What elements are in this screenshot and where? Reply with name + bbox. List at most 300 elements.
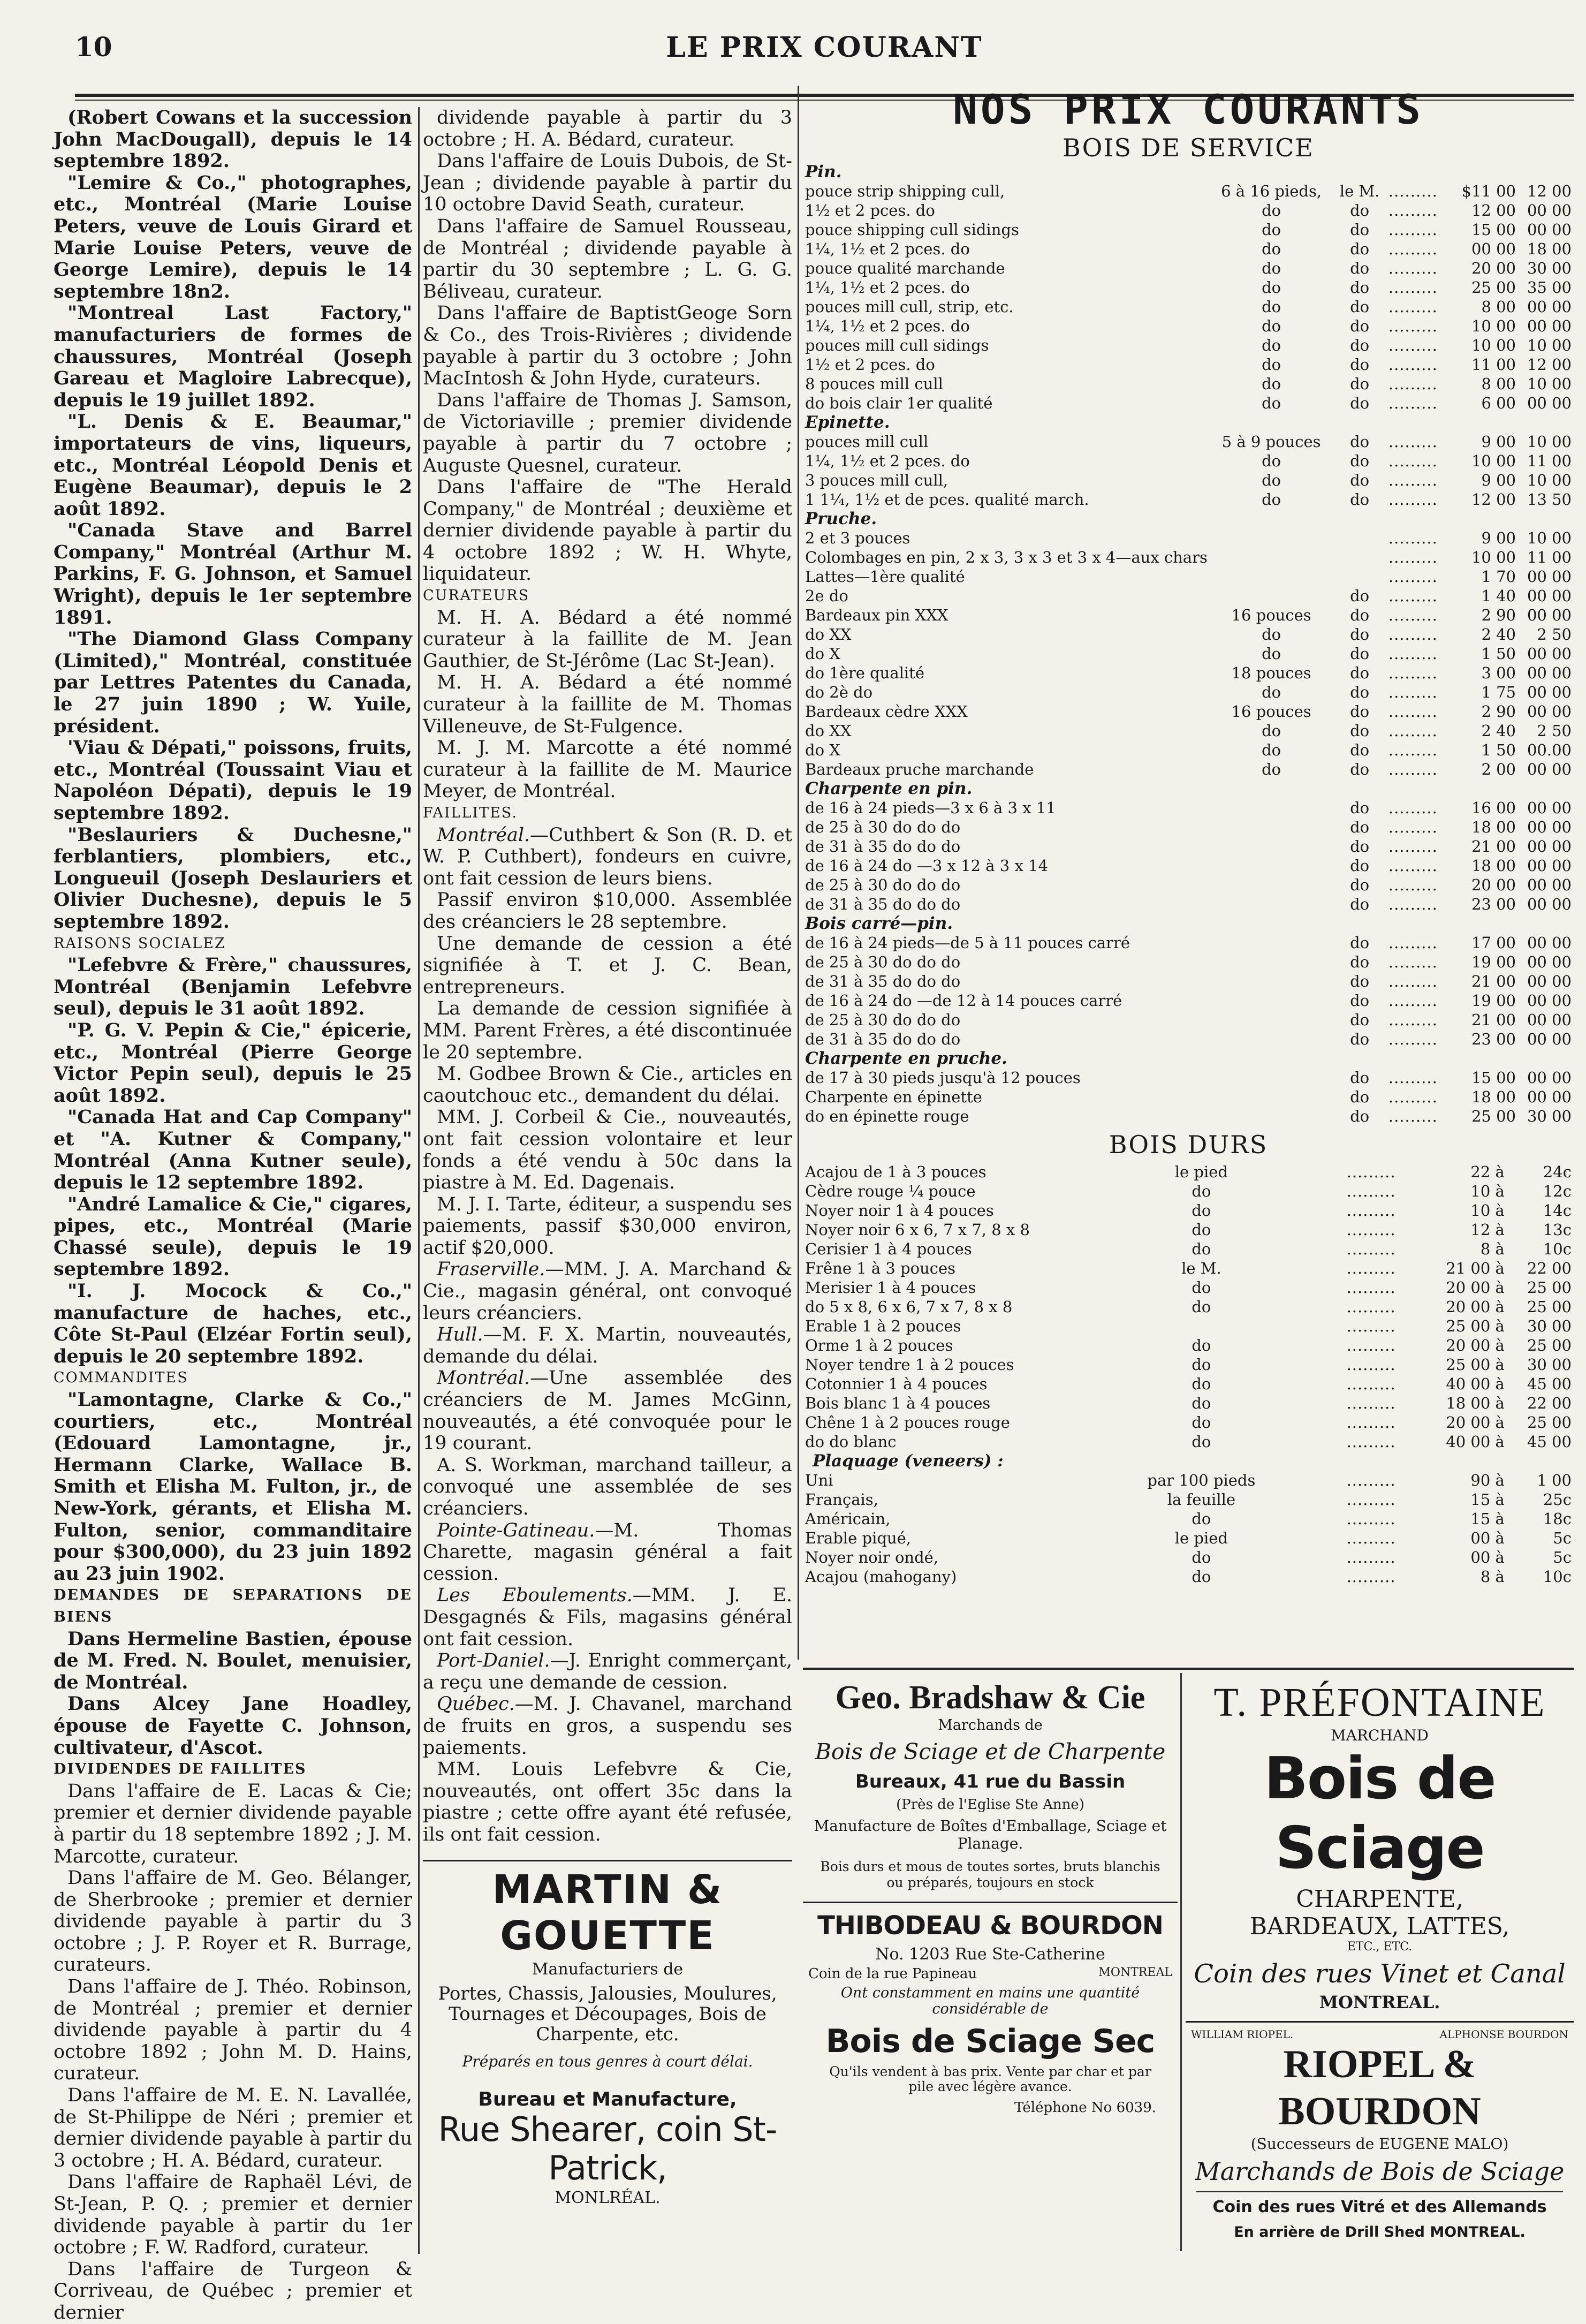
price-size: do: [1262, 298, 1281, 316]
faillite-place: Montréal.: [437, 824, 530, 846]
bois-durs-table: [803, 1162, 1574, 1451]
price-desc: do bois clair 1er qualité: [805, 394, 993, 412]
price-row: [803, 895, 1574, 914]
price-desc: Cotonnier 1 à 4 pouces: [805, 1375, 988, 1393]
riopel-names: [1186, 2028, 1574, 2041]
price-spacer: [1277, 1355, 1344, 1374]
thibodeau-corner: Coin de la rue Papineau: [808, 1966, 977, 1982]
price-row: [803, 451, 1574, 471]
price-unit: do: [1350, 452, 1370, 470]
curateurs-heading: CURATEURS: [423, 587, 530, 604]
price-unit: [1125, 1316, 1277, 1336]
price-desc: Bardeaux cèdre XXX: [805, 702, 968, 721]
price-size: do: [1262, 645, 1281, 663]
price-low: 2 40: [1481, 722, 1516, 740]
price-leader: .........: [1388, 760, 1438, 778]
price-low: 00 à: [1470, 1548, 1505, 1566]
faillite-text: —J. Enright commerçant, a reçu une demande de cession.: [423, 1650, 792, 1693]
price-row: [803, 355, 1574, 374]
price-leader: .........: [1388, 490, 1438, 509]
bradshaw-rule: [803, 1902, 1178, 1903]
dividende-entry: Dans l'affaire de Samuel Rousseau, de Montréal ; dividende payable à partir du 30 septembre ; L. G. G. Béliveau, curateur.: [423, 215, 792, 302]
price-desc: de 16 à 24 pieds—de 5 à 11 pouces carré: [805, 934, 1130, 952]
page-number: 10: [75, 31, 112, 63]
price-row: [803, 952, 1574, 972]
price-leader: .........: [1346, 1336, 1396, 1354]
price-desc: 1¼, 1½ et 2 pces. do: [805, 278, 970, 297]
price-row: [803, 1374, 1574, 1394]
price-unit: do: [1350, 317, 1370, 335]
dividendes-list: [54, 1781, 412, 2324]
price-desc: de 25 à 30 do do do: [805, 953, 961, 971]
price-high: 11 00: [1527, 548, 1572, 566]
price-size: do: [1262, 625, 1281, 644]
faillite-entry: [423, 1324, 792, 1367]
price-unit: do: [1350, 394, 1370, 412]
faillite-text: A. S. Workman, marchand tailleur, a convoqué une assemblée de ses créanciers.: [423, 1454, 792, 1519]
price-spacer: [1277, 1220, 1344, 1239]
dividende-entry: Dans l'affaire de M. Geo. Bélanger, de Sherbrooke ; premier et dernier dividende payable à partir du 3 octobre ; J. P. Royer et R. Burrage, curateurs.: [54, 1867, 412, 1976]
price-unit: do: [1350, 1030, 1370, 1048]
raison-entry: "I. J. Mocock & Co.," manufacture de haches, etc., Côte St-Paul (Elzéar Fortin seul), depuis le 20 septembre 1892.: [54, 1280, 412, 1367]
price-spacer: [1277, 1162, 1344, 1182]
price-unit: do: [1350, 355, 1370, 374]
faillite-entry: [423, 1520, 792, 1585]
price-low: 18 00 à: [1446, 1394, 1505, 1412]
price-high: 10 00: [1527, 529, 1572, 547]
price-unit: do: [1350, 857, 1370, 875]
price-high: 1 00: [1537, 1471, 1572, 1489]
price-high: 00 00: [1527, 895, 1572, 913]
martin-gouette-city: MONLRÉAL.: [555, 2189, 661, 2208]
price-unit: do: [1192, 1548, 1211, 1566]
price-spacer: [1277, 1239, 1344, 1259]
price-low: 2 00: [1481, 760, 1516, 778]
price-row: [803, 201, 1574, 220]
price-spacer: [1277, 1509, 1344, 1528]
price-desc: Noyer tendre 1 à 2 pouces: [805, 1356, 1014, 1374]
price-row: [803, 1316, 1574, 1336]
thibodeau-phone: Téléphone No 6039.: [1014, 2100, 1156, 2116]
price-high: 00 00: [1527, 702, 1572, 721]
price-high: 2 50: [1537, 722, 1572, 740]
price-row: [803, 1107, 1574, 1126]
ads-top-rule: [803, 1668, 1574, 1670]
riopel-succ: (Successeurs de EUGENE MALO): [1250, 2135, 1509, 2153]
price-high: 18c: [1543, 1510, 1572, 1528]
price-high: 00 00: [1527, 972, 1572, 990]
price-subheading: Epinette.: [805, 413, 890, 432]
raisons-sociales-heading: RAISONS SOCIALEZ: [54, 935, 226, 952]
thibodeau-sell: Qu'ils vendent à bas prix. Vente par char et par pile avec légère avance.: [829, 2064, 1151, 2094]
prefontaine-l1: CHARPENTE,: [1296, 1886, 1463, 1913]
price-list-title: NOS PRIX COURANTS: [953, 86, 1424, 133]
price-high: 00 00: [1527, 606, 1572, 624]
separations-heading: DEMANDES DE SEPARATIONS DE BIENS: [54, 1587, 412, 1625]
price-low: 2 40: [1481, 625, 1516, 644]
bradshaw-bureaux: Bureaux, 41 rue du Bassin: [855, 1771, 1126, 1792]
price-low: 17 00: [1471, 934, 1516, 952]
price-row: [803, 548, 1574, 567]
price-high: 00 00: [1527, 837, 1572, 856]
price-size: do: [1262, 394, 1281, 412]
price-unit: do: [1350, 722, 1370, 740]
price-high: 10 00: [1527, 471, 1572, 489]
price-low: 10 00: [1471, 548, 1516, 566]
curateurs-list: [423, 607, 792, 803]
riopel-right-name: ALPHONSE BOURDON: [1439, 2028, 1568, 2041]
price-low: 1 50: [1481, 741, 1516, 759]
price-row: [803, 471, 1574, 490]
price-leader: .........: [1388, 471, 1438, 489]
price-high: 00 00: [1527, 645, 1572, 663]
price-desc: Français,: [805, 1490, 878, 1509]
price-spacer: [1277, 1374, 1344, 1394]
price-size: [1210, 895, 1333, 914]
price-low: 20 00 à: [1446, 1413, 1505, 1432]
price-desc: 1¼, 1½ et 2 pces. do: [805, 240, 970, 258]
prefontaine-l2: BARDEAUX, LATTES,: [1249, 1913, 1510, 1940]
faillite-text: M. Godbee Brown & Cie., articles en caoutchouc etc., demandent du délai.: [423, 1063, 792, 1107]
price-low: 19 00: [1471, 991, 1516, 1010]
price-low: 8 00: [1481, 298, 1516, 316]
price-desc: Erable piqué,: [805, 1529, 912, 1547]
price-high: 30 00: [1527, 1317, 1572, 1335]
price-desc: de 25 à 30 do do do: [805, 1011, 961, 1029]
price-row: [803, 721, 1574, 740]
raison-entry: "André Lamalice & Cie," cigares, pipes, etc., Montréal (Marie Chassé seule), depuis le 19 septembre 1892.: [54, 1193, 412, 1281]
price-low: 40 00 à: [1446, 1433, 1505, 1451]
bois-de-service-table: [803, 162, 1574, 1126]
riopel-rule: [1196, 2191, 1563, 2192]
price-leader: .........: [1388, 375, 1438, 393]
price-leader: .........: [1388, 221, 1438, 239]
price-leader: .........: [1388, 433, 1438, 451]
price-leader: .........: [1388, 317, 1438, 335]
price-desc: Chêne 1 à 2 pouces rouge: [805, 1413, 1010, 1432]
price-leader: .........: [1346, 1163, 1396, 1181]
price-leader: .........: [1346, 1259, 1396, 1277]
raison-entry: "Canada Hat and Cap Company" et "A. Kutner & Company," Montréal (Anna Kutner seule), depuis le 12 septembre 1892.: [54, 1106, 412, 1194]
price-desc: 3 pouces mill cull,: [805, 471, 948, 489]
price-unit: do: [1350, 645, 1370, 663]
price-leader: .........: [1346, 1221, 1396, 1239]
price-leader: .........: [1346, 1375, 1396, 1393]
price-desc: do 2è do: [805, 683, 873, 701]
price-row: [803, 798, 1574, 817]
price-size: do: [1262, 278, 1281, 297]
price-low: 20 00 à: [1446, 1298, 1505, 1316]
price-high: 14c: [1543, 1201, 1572, 1220]
price-unit: do: [1350, 240, 1370, 258]
price-size: do: [1262, 760, 1281, 778]
partnership-entry: (Robert Cowans et la succession John MacDougall), depuis le 14 septembre 1892.: [54, 107, 412, 172]
dividende-entry: Dans l'affaire de M. E. N. Lavallée, de St-Philippe de Néri ; premier et dernier dividende payable à partir du 3 octobre ; H. A. Bédard, curateur.: [54, 2085, 412, 2171]
faillite-entry: [423, 1693, 792, 1759]
price-leader: .........: [1346, 1182, 1396, 1200]
curateur-entry: M. J. M. Marcotte a été nommé curateur à la faillite de M. Maurice Meyer, de Montréal.: [423, 737, 792, 803]
price-low: 19 00: [1471, 953, 1516, 971]
price-unit: do: [1192, 1336, 1211, 1354]
price-row: [803, 1509, 1574, 1528]
price-size: 5 à 9 pouces: [1221, 433, 1321, 451]
price-unit: le pied: [1174, 1163, 1228, 1181]
price-high: 2 50: [1537, 625, 1572, 644]
commandite-entry: "Lamontagne, Clarke & Co.," courtiers, etc., Montréal (Edouard Lamontagne, jr., Hermann Clarke, Wallace B. Smith et Elisha M. Fulton, jr., de New-York, gérants, et Elisha M. Fulton, senior, commanditaire pour $300,000), du 23 juin 1892 au 23 juin 1902.: [54, 1389, 412, 1585]
separation-entry: Dans Alcey Jane Hoadley, épouse de Fayette C. Johnson, cultivateur, d'Ascot.: [54, 1693, 412, 1759]
dividende-entry: Dans l'affaire de J. Théo. Robinson, de Montréal ; premier et dernier dividende payable à partir du 4 octobre 1892 ; John M. D. Hains, curateur.: [54, 1976, 412, 2085]
price-size: do: [1262, 221, 1281, 239]
price-unit: do: [1192, 1375, 1211, 1393]
curateur-entry: M. H. A. Bédard a été nommé curateur à la faillite de M. Thomas Villeneuve, de St-Fulgence.: [423, 672, 792, 737]
price-row: [803, 817, 1574, 837]
price-unit: do: [1350, 876, 1370, 894]
price-size: [1210, 548, 1333, 567]
price-high: 10 00: [1527, 375, 1572, 393]
price-high: 22 00: [1527, 1259, 1572, 1277]
price-row: [803, 1201, 1574, 1220]
journal-title: LE PRIX COURANT: [666, 31, 983, 64]
price-row: [803, 490, 1574, 509]
price-high: 12c: [1543, 1182, 1572, 1200]
price-size: do: [1262, 683, 1281, 701]
price-unit: do: [1192, 1201, 1211, 1220]
price-row: [803, 316, 1574, 336]
partnerships-list: [54, 107, 412, 933]
price-row: [803, 1182, 1574, 1201]
price-subheading-row: [803, 413, 1574, 432]
price-desc: pouces mill cull sidings: [805, 336, 989, 354]
price-desc: Erable 1 à 2 pouces: [805, 1317, 961, 1335]
price-size: [1210, 952, 1333, 972]
price-leader: .........: [1388, 857, 1438, 875]
price-size: do: [1262, 201, 1281, 219]
price-high: 12 00: [1527, 355, 1572, 374]
price-desc: Acajou (mahogany): [805, 1568, 957, 1586]
ads-divider: [1180, 1673, 1182, 2251]
price-unit: do: [1350, 799, 1370, 817]
dividende-entry: Dans l'affaire de BaptistGeoge Sorn & Co., des Trois-Rivières ; dividende payable à partir du 3 octobre ; John MacIntosh & John Hyde, curateurs.: [423, 302, 792, 390]
price-unit: do: [1350, 895, 1370, 913]
price-low: 00 00: [1471, 240, 1516, 258]
commandites-list: [54, 1389, 412, 1585]
price-leader: .........: [1388, 606, 1438, 624]
martin-gouette-ad: [423, 1860, 792, 2209]
price-desc: 1 1¼, 1½ et de pces. qualité march.: [805, 490, 1089, 509]
price-row: [803, 528, 1574, 548]
price-low: 6 00: [1481, 394, 1516, 412]
price-unit: do: [1350, 818, 1370, 836]
price-desc: Cèdre rouge ¼ pouce: [805, 1182, 976, 1200]
price-desc: 2e do: [805, 587, 848, 605]
price-desc: 8 pouces mill cull: [805, 375, 943, 393]
price-low: 90 à: [1470, 1471, 1505, 1489]
price-low: 00 à: [1470, 1529, 1505, 1547]
dividende-entry: Dans l'affaire de Turgeon & Corriveau, de Québec ; premier et dernier: [54, 2258, 412, 2323]
price-unit: do: [1350, 991, 1370, 1010]
price-size: [1210, 837, 1333, 856]
price-desc: de 25 à 30 do do do: [805, 818, 961, 836]
faillite-place: Montréal.: [437, 1367, 530, 1389]
dividendes-heading: DIVIDENDES DE FAILLITES: [54, 1761, 307, 1778]
prefontaine-l3: ETC., ETC.: [1347, 1940, 1413, 1954]
price-leader: .........: [1388, 182, 1438, 200]
faillite-entry: [423, 1107, 792, 1193]
price-leader: .........: [1388, 625, 1438, 644]
price-low: 25 00: [1471, 1107, 1516, 1125]
faillite-entry: [423, 1063, 792, 1107]
column-divider-2: [798, 86, 799, 1660]
faillite-text: —M. Thomas Charette, magasin général a fait cession.: [423, 1519, 792, 1585]
price-leader: .........: [1388, 741, 1438, 759]
price-desc: de 16 à 24 do —de 12 à 14 pouces carré: [805, 991, 1122, 1010]
price-high: 10 00: [1527, 433, 1572, 451]
price-leader: .........: [1388, 664, 1438, 682]
price-high: 13 50: [1527, 490, 1572, 509]
price-leader: .........: [1388, 201, 1438, 219]
price-size: 6 à 16 pieds,: [1221, 182, 1322, 200]
price-leader: .........: [1388, 1107, 1438, 1125]
martin-gouette-title: MARTIN & GOUETTE: [492, 1866, 723, 1959]
price-low: 21 00 à: [1446, 1259, 1505, 1277]
price-leader: .........: [1388, 567, 1438, 586]
price-leader: .........: [1388, 702, 1438, 721]
price-row: [803, 1413, 1574, 1432]
price-high: 18 00: [1527, 240, 1572, 258]
bradshaw-trade: Bois de Sciage et de Charpente: [815, 1739, 1166, 1765]
price-row: [803, 1432, 1574, 1451]
price-low: 8 00: [1481, 375, 1516, 393]
faillite-text: Une demande de cession a été signifiée à T. et J. C. Bean, entrepreneurs.: [423, 933, 792, 998]
price-row: [803, 1471, 1574, 1490]
price-size: [1210, 991, 1333, 1010]
price-high: 00 00: [1527, 201, 1572, 219]
martin-gouette-body: Portes, Chassis, Jalousies, Moulures, Tournages et Découpages, Bois de Charpente, etc.: [438, 1983, 777, 2046]
price-size: do: [1262, 741, 1281, 759]
price-unit: do: [1192, 1433, 1211, 1451]
dividende-entry: Dans l'affaire de E. Lacas & Cie; premier et dernier dividende payable à partir du 18 septembre 1892 ; J. M. Marcotte, curateur.: [54, 1780, 412, 1867]
price-row: [803, 1548, 1574, 1567]
price-unit: do: [1192, 1240, 1211, 1258]
price-desc: pouces mill cull, strip, etc.: [805, 298, 1014, 316]
price-unit: do: [1350, 221, 1370, 239]
price-size: 18 pouces: [1231, 664, 1311, 682]
price-low: 1 70: [1481, 567, 1516, 586]
price-desc: Acajou de 1 à 3 pouces: [805, 1163, 986, 1181]
price-leader: .........: [1346, 1317, 1396, 1335]
prefontaine-corner: Coin des rues Vinet et Canal: [1194, 1959, 1566, 1989]
bradshaw-title: Geo. Bradshaw & Cie: [835, 1679, 1145, 1716]
price-size: do: [1262, 336, 1281, 354]
price-desc: 1¼, 1½ et 2 pces. do: [805, 317, 970, 335]
faillite-text: —MM. J. A. Marchand & Cie., magasin général, ont convoqué leurs créanciers.: [423, 1259, 792, 1324]
price-high: 10 00: [1527, 336, 1572, 354]
price-size: [1210, 1010, 1333, 1029]
thibodeau-big: Bois de Sciage Sec: [825, 2023, 1155, 2060]
riopel-left-name: WILLIAM RIOPEL.: [1191, 2028, 1294, 2041]
price-high: 00 00: [1527, 760, 1572, 778]
price-row: [803, 259, 1574, 278]
price-size: 16 pouces: [1231, 606, 1311, 624]
price-spacer: [1277, 1567, 1344, 1586]
price-low: 25 00: [1471, 278, 1516, 297]
faillite-entry: [423, 1759, 792, 1845]
faillite-text: MM. J. Corbeil & Cie., nouveautés, ont fait cession volontaire et leur fonds a été vendu à 50c dans la piastre à M. Ed. Dagenais.: [423, 1107, 792, 1194]
price-unit: do: [1192, 1221, 1211, 1239]
price-leader: .........: [1346, 1529, 1396, 1547]
price-size: [1210, 1087, 1333, 1107]
dividende-entry: Dans l'affaire de Thomas J. Samson, de Victoriaville ; premier dividende payable à partir du 7 octobre ; Auguste Quesnel, curateur.: [423, 389, 792, 476]
price-size: [1210, 972, 1333, 991]
price-unit: do: [1350, 953, 1370, 971]
price-leader: .........: [1388, 1088, 1438, 1106]
price-size: do: [1262, 355, 1281, 374]
price-size: do: [1262, 471, 1281, 489]
price-unit: do: [1192, 1356, 1211, 1374]
price-desc: Colombages en pin, 2 x 3, 3 x 3 et 3 x 4—aux chars: [805, 548, 1208, 566]
price-low: 1 50: [1481, 645, 1516, 663]
price-size: do: [1262, 317, 1281, 335]
price-size: do: [1262, 375, 1281, 393]
bradshaw-near: (Près de l'Eglise Ste Anne): [896, 1797, 1084, 1813]
price-high: 00 00: [1527, 587, 1572, 605]
price-high: 00 00: [1527, 1069, 1572, 1087]
price-low: 2 90: [1481, 702, 1516, 721]
faillite-entry: [423, 1194, 792, 1259]
price-subheading-row: [803, 162, 1574, 181]
price-low: 11 00: [1471, 355, 1516, 374]
price-leader: .........: [1388, 1069, 1438, 1087]
price-desc: de 31 à 35 do do do: [805, 895, 961, 913]
price-desc: do X: [805, 741, 840, 759]
price-row: [803, 875, 1574, 895]
price-unit: do: [1350, 683, 1370, 701]
price-low: 25 00 à: [1446, 1356, 1505, 1374]
price-spacer: [1277, 1471, 1344, 1490]
price-leader: .........: [1388, 799, 1438, 817]
price-list-subtitle: BOIS DE SERVICE: [1062, 133, 1314, 162]
price-size: do: [1262, 722, 1281, 740]
price-spacer: [1277, 1548, 1344, 1567]
riopel-near: En arrière de Drill Shed MONTREAL.: [1234, 2224, 1526, 2240]
price-desc: de 16 à 24 pieds—3 x 6 à 3 x 11: [805, 799, 1056, 817]
faillite-text: —MM. J. E. Desgagnés & Fils, magasins général ont fait cession.: [423, 1585, 792, 1650]
price-high: 30 00: [1527, 259, 1572, 277]
price-leader: .........: [1388, 529, 1438, 547]
price-desc: Cerisier 1 à 4 pouces: [805, 1240, 972, 1258]
price-list: [803, 86, 1574, 1586]
price-row: [803, 374, 1574, 393]
partnership-entry: "Canada Stave and Barrel Company," Montréal (Arthur M. Parkins, F. G. Johnson, et Samuel Wright), depuis le 1er septembre 1891.: [54, 519, 412, 629]
price-size: do: [1262, 490, 1281, 509]
price-low: 21 00: [1471, 837, 1516, 856]
price-leader: .........: [1388, 722, 1438, 740]
price-low: 20 00: [1471, 876, 1516, 894]
price-size: [1210, 817, 1333, 837]
price-leader: .........: [1388, 1011, 1438, 1029]
price-spacer: [1277, 1297, 1344, 1316]
price-desc: Uni: [805, 1471, 833, 1489]
price-row: [803, 1029, 1574, 1049]
partnership-entry: "Montreal Last Factory," manufacturiers de formes de chaussures, Montréal (Joseph Gareau et Magloire Labrecque), depuis le 19 juillet 1892.: [54, 302, 412, 411]
price-row: [803, 393, 1574, 413]
price-leader: .........: [1346, 1356, 1396, 1374]
price-desc: Lattes—1ère qualité: [805, 567, 965, 586]
price-leader: .........: [1346, 1548, 1396, 1566]
price-row: [803, 605, 1574, 625]
price-row: [803, 644, 1574, 663]
prefontaine-big: Bois de Sciage: [1264, 1745, 1496, 1882]
